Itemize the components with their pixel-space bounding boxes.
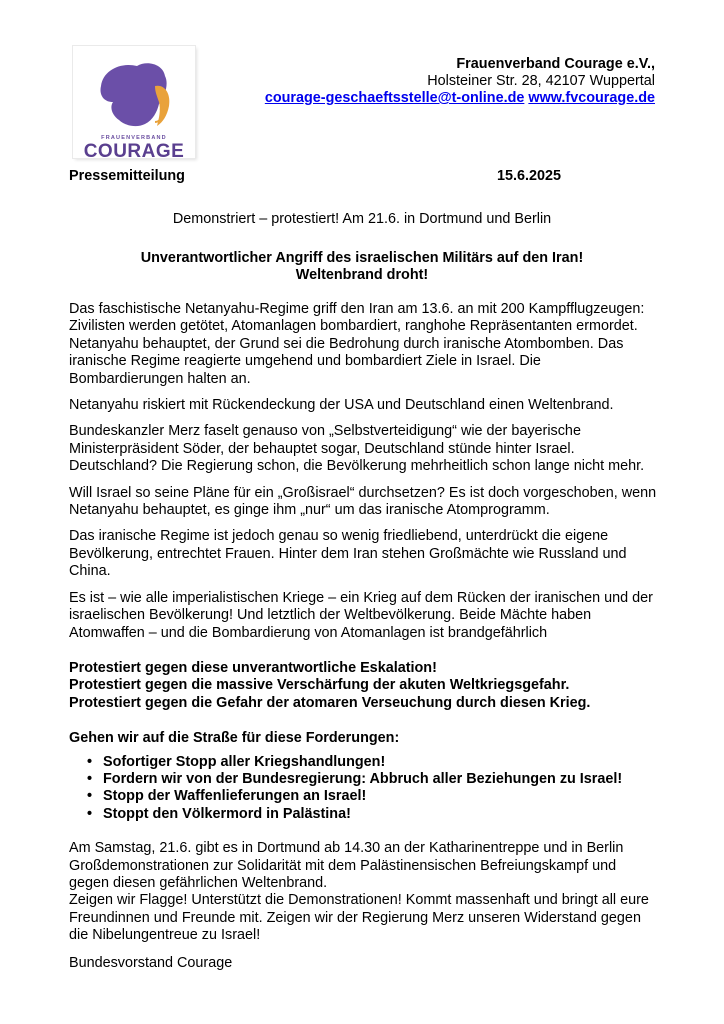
protest-line: Protestiert gegen diese unverantwortliche Eskalation!: [69, 659, 437, 676]
logo-wordmark: COURAGE: [83, 141, 185, 162]
demands-intro: Gehen wir auf die Straße für diese Forderungen:: [69, 730, 400, 747]
organization-address: Holsteiner Str. 28, 42107 Wuppertal: [427, 73, 655, 89]
list-item: • Fordern wir von der Bundesregierung: Abbruch aller Beziehungen zu Israel!: [103, 771, 659, 788]
intro-line: Demonstriert – protestiert! Am 21.6. in Dortmund und Berlin: [172, 211, 552, 227]
protest-line: Protestiert gegen die Gefahr der atomaren Verseuchung durch diesen Krieg.: [69, 694, 591, 711]
headline-line: Unverantwortlicher Angriff des israelischen Militärs auf den Iran!: [140, 250, 584, 266]
document-date: 15.6.2025: [497, 168, 562, 184]
closing-line: Am Samstag, 21.6. gibt es in Dortmund ab 14.30 an der Katharinentreppe und in Berlin Großdemonstrationen zur Solidarität mit dem Palästinensischen Befreiungskampf und gegen diesen gefährlichen Weltenbrand.: [69, 840, 624, 891]
signature: Bundesvorstand Courage: [69, 955, 233, 971]
body-text: [69, 301, 659, 945]
list-item: • Sofortiger Stopp aller Kriegshandlungen!: [103, 754, 659, 771]
demands-list: [69, 754, 659, 824]
organization-logo: [73, 46, 195, 162]
letterhead: [265, 56, 655, 107]
paragraph: Es ist – wie alle imperialistischen Kriege – ein Krieg auf dem Rücken der iranischen und der israelischen Bevölkerung! Und letztlich der Weltbevölkerung. Beide Mächte haben Atomwaffen – und die Bombardierung von Atomanlagen ist brandgefährlich: [69, 589, 653, 641]
list-item: • Stoppt den Völkermord in Palästina!: [103, 806, 659, 823]
paragraph: Das iranische Regime ist jedoch genau so wenig friedliebend, unterdrückt die eigene Bevölkerung, entrechtet Frauen. Hinter dem Iran stehen Großmächte wie Russland und China.: [69, 528, 627, 580]
paragraph: Netanyahu riskiert mit Rückendeckung der USA und Deutschland einen Weltenbrand.: [69, 397, 614, 414]
document-type: Pressemitteilung: [69, 168, 185, 184]
website-link[interactable]: www.fvcourage.de: [528, 90, 655, 106]
protest-line: Protestiert gegen die massive Verschärfung der akuten Weltkriegsgefahr.: [69, 677, 570, 694]
closing-paragraph: [69, 840, 659, 944]
paragraph: Bundeskanzler Merz faselt genauso von „Selbstverteidigung“ wie der bayerische Ministerpräsident Söder, der behauptet sogar, Deutschland stünde hinter Israel. Deutschland? Die Regierung schon, die Bevölkerung mehrheitlich schon lange nicht mehr.: [69, 423, 645, 475]
list-item: • Stopp der Waffenlieferungen an Israel!: [103, 788, 659, 805]
logo-subtitle: FRAUENVERBAND: [101, 135, 167, 141]
paragraph: Das faschistische Netanyahu-Regime griff den Iran am 13.6. an mit 200 Kampfflugzeugen: Zivilisten werden getötet, Atomanlagen bombardiert, ranghohe Repräsentanten ermordet. Netanyahu behauptet, der Grund sei die Bedrohung durch iranische Atombomben. Das iranische Regime reagierte umgehend und bombardiert Ziele in Israel. Die Bombardierungen halten an.: [69, 301, 645, 387]
email-link[interactable]: courage-geschaeftsstelle@t-online.de: [264, 90, 525, 106]
organization-name: Frauenverband Courage e.V.,: [456, 56, 655, 72]
protest-block: [69, 660, 659, 712]
paragraph: Will Israel so seine Pläne für ein „Großisrael“ durchsetzen? Es ist doch vorgeschoben, wenn Netanyahu behauptet, es ginge ihm „nur“ um das iranische Atomprogramm.: [69, 484, 657, 519]
closing-line: Zeigen wir Flagge! Unterstützt die Demonstrationen! Kommt massenhaft und bringt all eure Freundinnen und Freunde mit. Zeigen wir der Regierung Merz unseren Widerstand gegen die Nibelungentreue zu Israel!: [69, 892, 649, 944]
headline: [0, 250, 724, 284]
headline-line: Weltenbrand droht!: [295, 267, 429, 283]
